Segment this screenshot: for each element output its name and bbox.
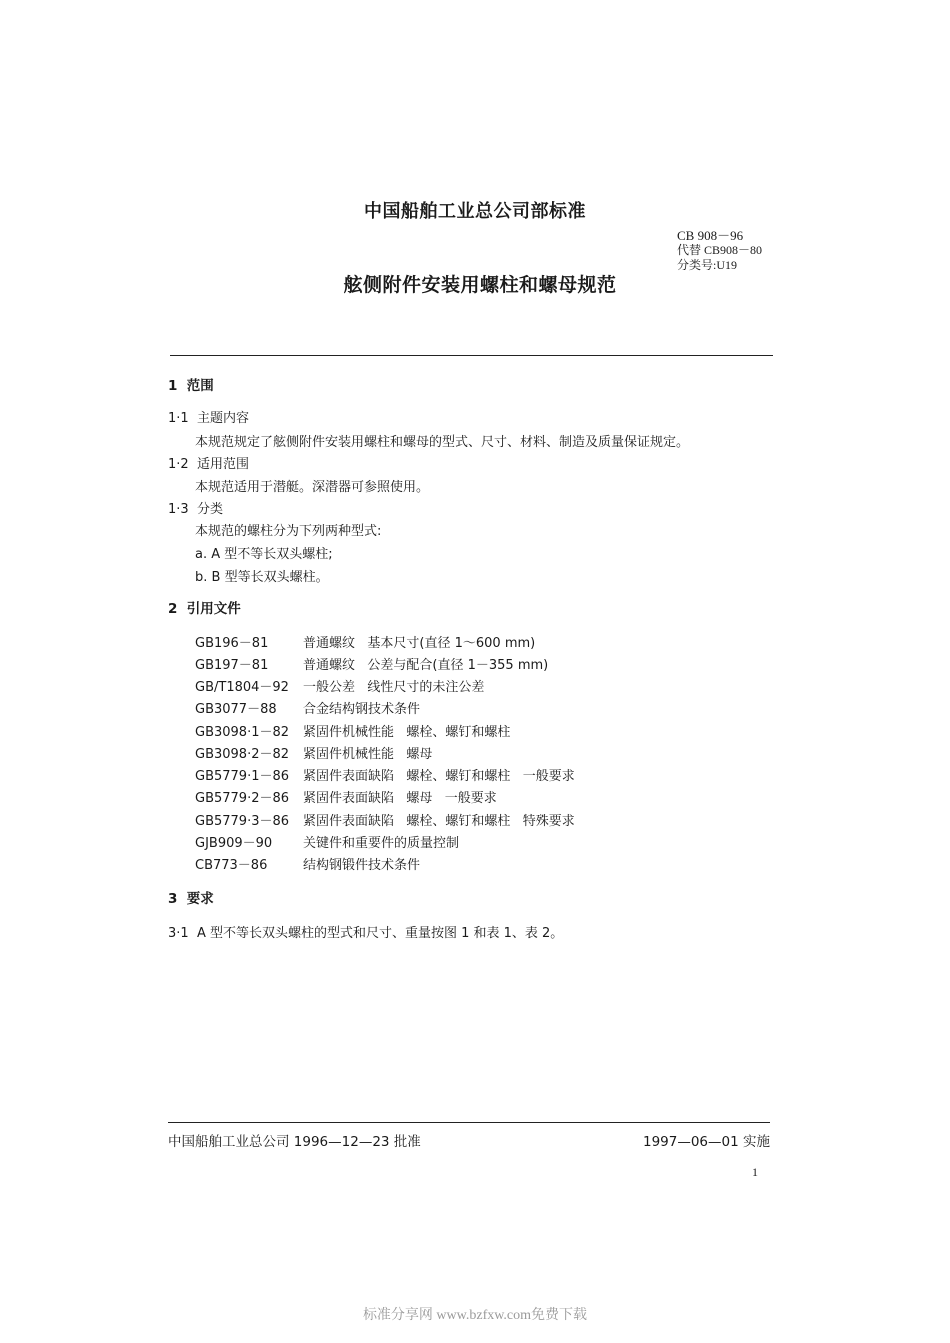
reference-description: 普通螺纹 基本尺寸(直径 1～600 mm): [303, 636, 536, 651]
section-1-3-heading: 1·3 分类: [168, 502, 223, 517]
reference-code: GB5779·3－86: [195, 814, 290, 829]
issuing-organization: 中国船舶工业总公司部标准: [364, 201, 586, 222]
section-1-heading: 1 范围: [168, 378, 214, 394]
reference-code: GB/T1804－92: [195, 680, 289, 695]
watermark: 标准分享网 www.bzfxw.com免费下载: [362, 1308, 588, 1323]
reference-description: 紧固件表面缺陷 螺栓、螺钉和螺柱 一般要求: [303, 769, 575, 784]
reference-description: 结构钢锻件技术条件: [303, 858, 421, 873]
reference-code: GB196－81: [195, 636, 269, 651]
footer-divider: [168, 1122, 770, 1123]
standard-number: CB 908－96: [677, 228, 744, 243]
reference-description: 关键件和重要件的质量控制: [303, 836, 460, 851]
effective-date: 1997—06—01 实施: [642, 1134, 770, 1150]
section-3-heading: 3 要求: [168, 891, 214, 907]
reference-description: 合金结构钢技术条件: [303, 702, 421, 717]
reference-code: GJB909－90: [195, 836, 273, 851]
section-1-1-text: 本规范规定了舷侧附件安装用螺柱和螺母的型式、尺寸、材料、制造及质量保证规定。: [195, 435, 690, 450]
section-1-3-item-a: a. A 型不等长双头螺柱;: [195, 547, 333, 562]
reference-code: GB5779·2－86: [195, 791, 290, 806]
section-1-1-heading: 1·1 主题内容: [168, 411, 249, 426]
reference-code: CB773－86: [195, 858, 268, 873]
reference-code: GB3098·1－82: [195, 725, 290, 740]
approval-date: 中国船舶工业总公司 1996—12—23 批准: [168, 1134, 421, 1150]
section-1-2-text: 本规范适用于潜艇。深潜器可参照使用。: [195, 480, 430, 495]
section-2-heading: 2 引用文件: [168, 601, 241, 617]
classification-number: 分类号:U19: [677, 258, 738, 272]
reference-description: 紧固件机械性能 螺母: [303, 747, 433, 762]
document-title: 舷侧附件安装用螺柱和螺母规范: [343, 274, 617, 296]
reference-code: GB3077－88: [195, 702, 277, 717]
section-3-1-text: 3·1 A 型不等长双头螺柱的型式和尺寸、重量按图 1 和表 1、表 2。: [168, 926, 564, 941]
reference-code: GB3098·2－82: [195, 747, 290, 762]
reference-description: 紧固件表面缺陷 螺栓、螺钉和螺柱 特殊要求: [303, 814, 575, 829]
reference-description: 普通螺纹 公差与配合(直径 1－355 mm): [303, 658, 549, 673]
reference-code: GB197－81: [195, 658, 269, 673]
reference-description: 紧固件表面缺陷 螺母 一般要求: [303, 791, 497, 806]
section-1-2-heading: 1·2 适用范围: [168, 457, 249, 472]
replaces-standard: 代替 CB908－80: [677, 243, 763, 257]
header-divider: [170, 355, 773, 356]
section-1-3-item-b: b. B 型等长双头螺柱。: [195, 570, 329, 585]
reference-code: GB5779·1－86: [195, 769, 290, 784]
page-number: 1: [752, 1165, 758, 1179]
section-1-3-text: 本规范的螺柱分为下列两种型式:: [195, 524, 382, 539]
reference-description: 紧固件机械性能 螺栓、螺钉和螺柱: [303, 725, 511, 740]
reference-description: 一般公差 线性尺寸的未注公差: [303, 680, 485, 695]
